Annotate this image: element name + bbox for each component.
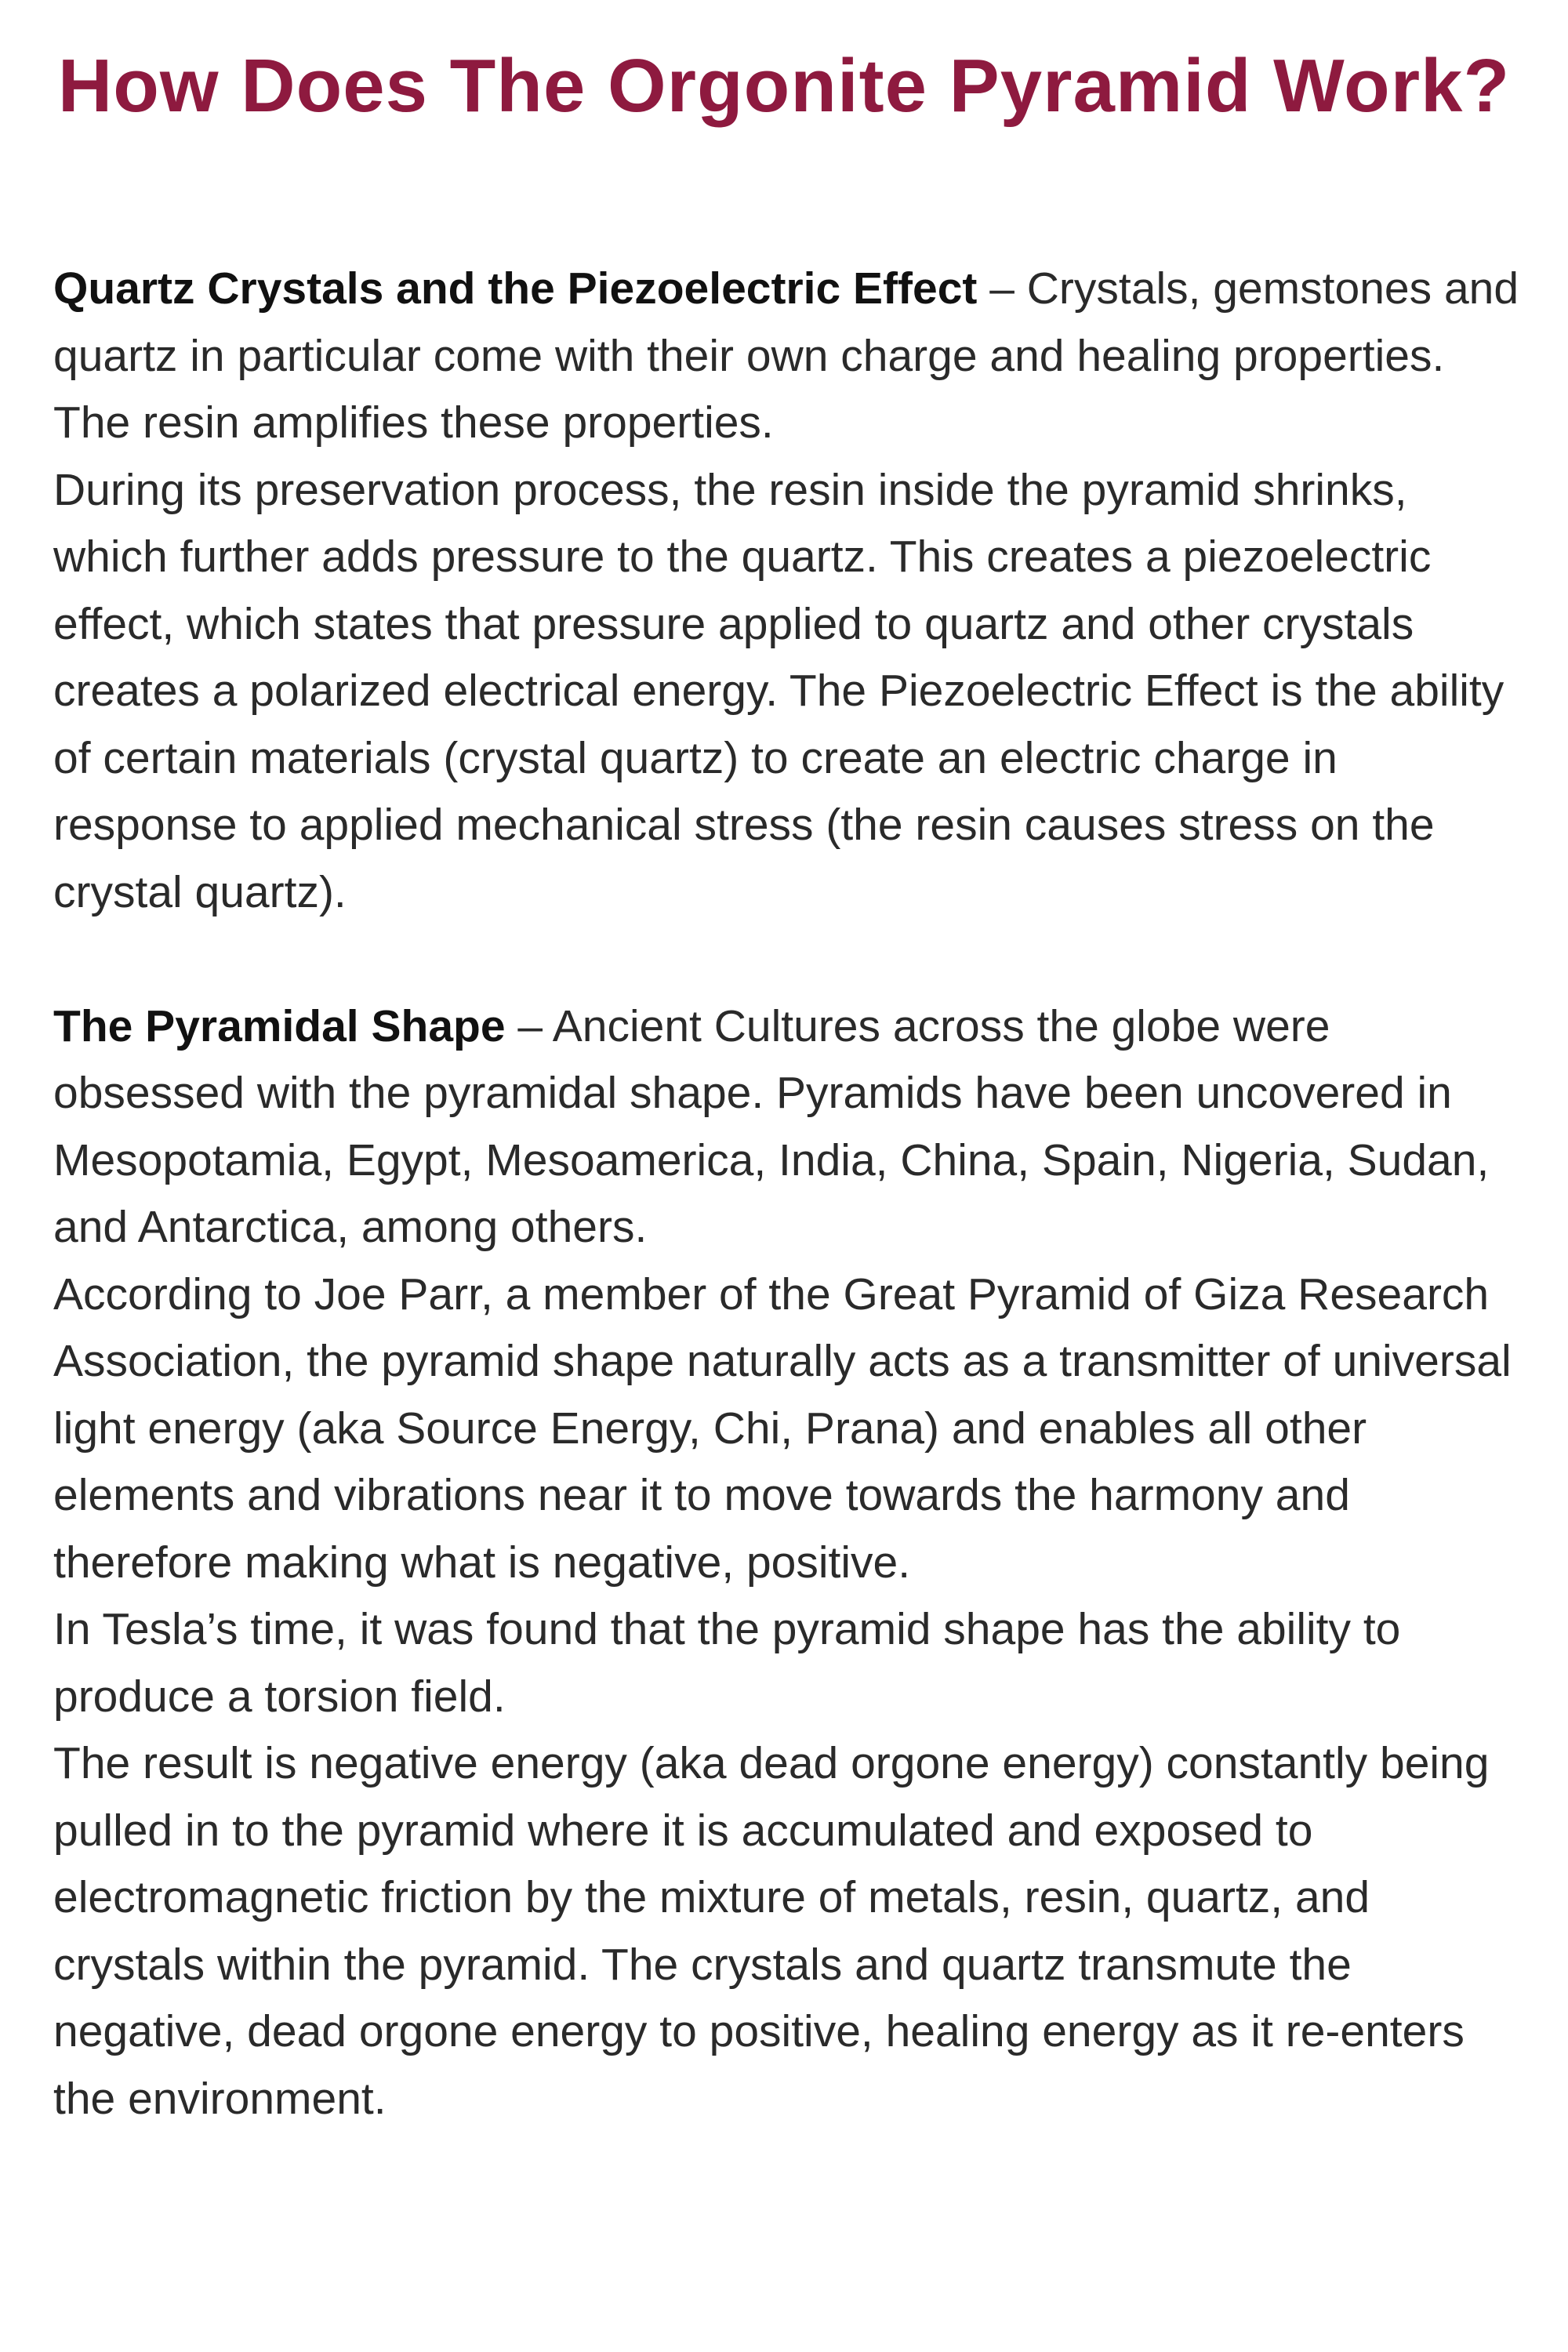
pyramid-intro-text: – Ancient Cultures across the globe were obsessed with the pyramidal shape. Pyramids have been uncovered in Mesopotamia, Egypt, Mesoamerica, India, China, Spain, Nigeria, Sudan, and Antarctica, among others. [53, 1000, 1490, 1252]
quartz-section-heading: Quartz Crystals and the Piezoelectric Effect [53, 263, 978, 314]
piezoelectric-paragraph: During its preservation process, the resin inside the pyramid shrinks, which further adds pressure to the quartz. This creates a piezoelectric effect, which states that pressure applied to quartz and other crystals creates a polarized electrical energy. The Piezoelectric Effect is the ability of certain materials (crystal quartz) to create an electric charge in response to applied mechanical stress (the resin causes stress on the crystal quartz). [53, 464, 1504, 917]
page-title: How Does The Orgonite Pyramid Work? [57, 44, 1511, 128]
pyramid-intro-paragraph [53, 993, 1527, 1261]
quartz-intro-paragraph [53, 256, 1527, 457]
article-body [53, 256, 1527, 2132]
joe-parr-paragraph: According to Joe Parr, a member of the Great Pyramid of Giza Research Association, the pyramid shape naturally acts as a transmitter of universal light energy (aka Source Energy, Chi, Prana) and enables all other elements and vibrations near it to move towards the harmony and therefore making what is negative, positive. [53, 1269, 1512, 1588]
result-paragraph: The result is negative energy (aka dead orgone energy) constantly being pulled in to the pyramid where it is accumulated and exposed to electromagnetic friction by the mixture of metals, resin, quartz, and crystals within the pyramid. The crystals and quartz transmute the negative, dead orgone energy to positive, healing energy as it re-enters the environment. [53, 1738, 1490, 2124]
tesla-paragraph: In Tesla’s time, it was found that the pyramid shape has the ability to produce a torsion field. [53, 1604, 1401, 1722]
section-spacer [53, 926, 1527, 993]
section-quartz-crystals [53, 256, 1527, 926]
quartz-intro-text: – Crystals, gemstones and quartz in particular come with their own charge and healing properties. The resin amplifies these properties. [53, 263, 1519, 448]
section-pyramidal-shape [53, 993, 1527, 2133]
pyramid-section-heading: The Pyramidal Shape [53, 1000, 506, 1051]
